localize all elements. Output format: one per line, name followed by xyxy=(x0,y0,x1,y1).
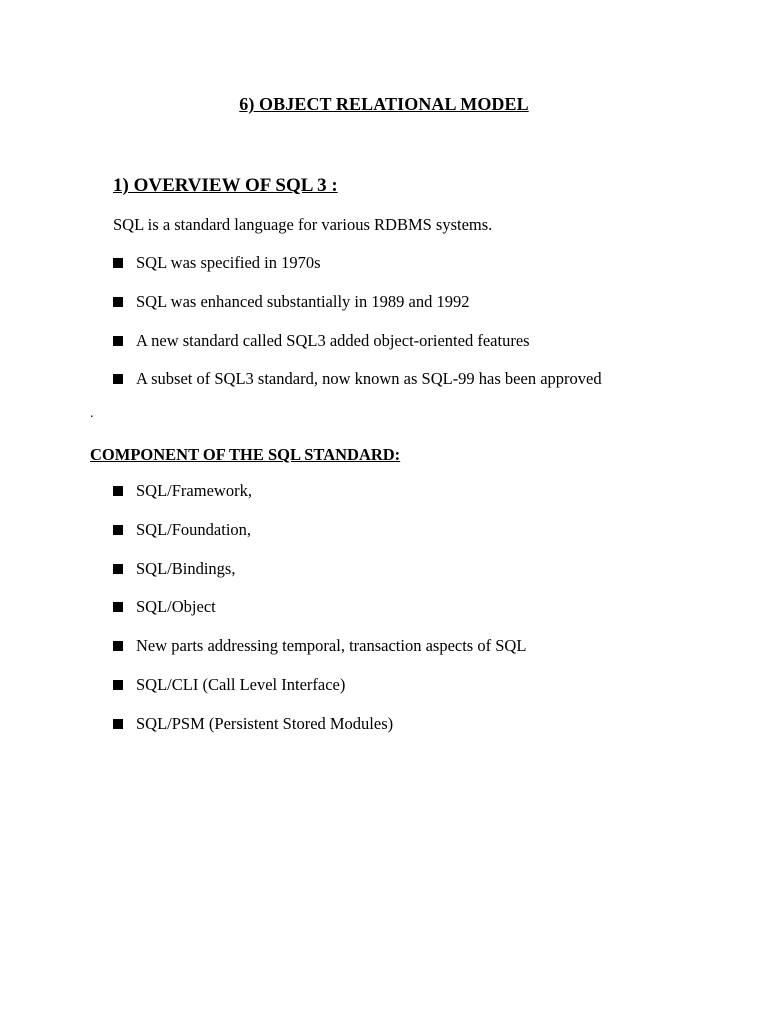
list-item xyxy=(113,520,526,559)
overview-intro: SQL is a standard language for various RDBMS systems. xyxy=(113,215,493,234)
square-bullet-icon xyxy=(113,680,123,690)
square-bullet-icon xyxy=(113,564,123,574)
list-item-text: A new standard called SQL3 added object-oriented features xyxy=(136,330,530,350)
list-item-text: SQL/CLI (Call Level Interface) xyxy=(136,674,346,694)
square-bullet-icon xyxy=(113,641,123,651)
list-item-text: SQL was specified in 1970s xyxy=(136,253,321,272)
square-bullet-icon xyxy=(113,525,123,535)
list-item xyxy=(113,675,526,714)
list-item-text: SQL was enhanced substantially in 1989 and 1992 xyxy=(136,291,470,311)
list-item-text: SQL/Foundation, xyxy=(136,519,252,539)
list-item xyxy=(113,597,526,636)
square-bullet-icon xyxy=(113,602,123,612)
stray-period-mark: . xyxy=(90,406,94,421)
list-item xyxy=(113,331,602,370)
components-heading: COMPONENT OF THE SQL STANDARD: xyxy=(90,445,401,464)
list-item-text: SQL/Object xyxy=(136,597,216,617)
page-title: 6) OBJECT RELATIONAL MODEL xyxy=(239,94,529,114)
list-item xyxy=(113,559,526,598)
square-bullet-icon xyxy=(113,297,123,307)
list-item xyxy=(113,369,602,408)
list-item xyxy=(113,636,526,675)
overview-heading: 1) OVERVIEW OF SQL 3 : xyxy=(113,175,338,196)
list-item-text: SQL/Bindings, xyxy=(136,558,236,578)
list-item xyxy=(113,481,526,520)
square-bullet-icon xyxy=(113,374,123,384)
square-bullet-icon xyxy=(113,336,123,346)
list-item xyxy=(113,714,526,753)
list-item-text: New parts addressing temporal, transaction aspects of SQL xyxy=(136,636,527,656)
components-bullet-list xyxy=(113,481,526,753)
overview-bullet-list xyxy=(113,253,602,408)
square-bullet-icon xyxy=(113,258,123,268)
list-item xyxy=(113,292,602,331)
square-bullet-icon xyxy=(113,719,123,729)
list-item-text: A subset of SQL3 standard, now known as SQL-99 has been approved xyxy=(136,369,602,389)
list-item xyxy=(113,253,602,292)
list-item-text: SQL/Framework, xyxy=(136,481,252,500)
square-bullet-icon xyxy=(113,486,123,496)
list-item-text: SQL/PSM (Persistent Stored Modules) xyxy=(136,713,394,733)
